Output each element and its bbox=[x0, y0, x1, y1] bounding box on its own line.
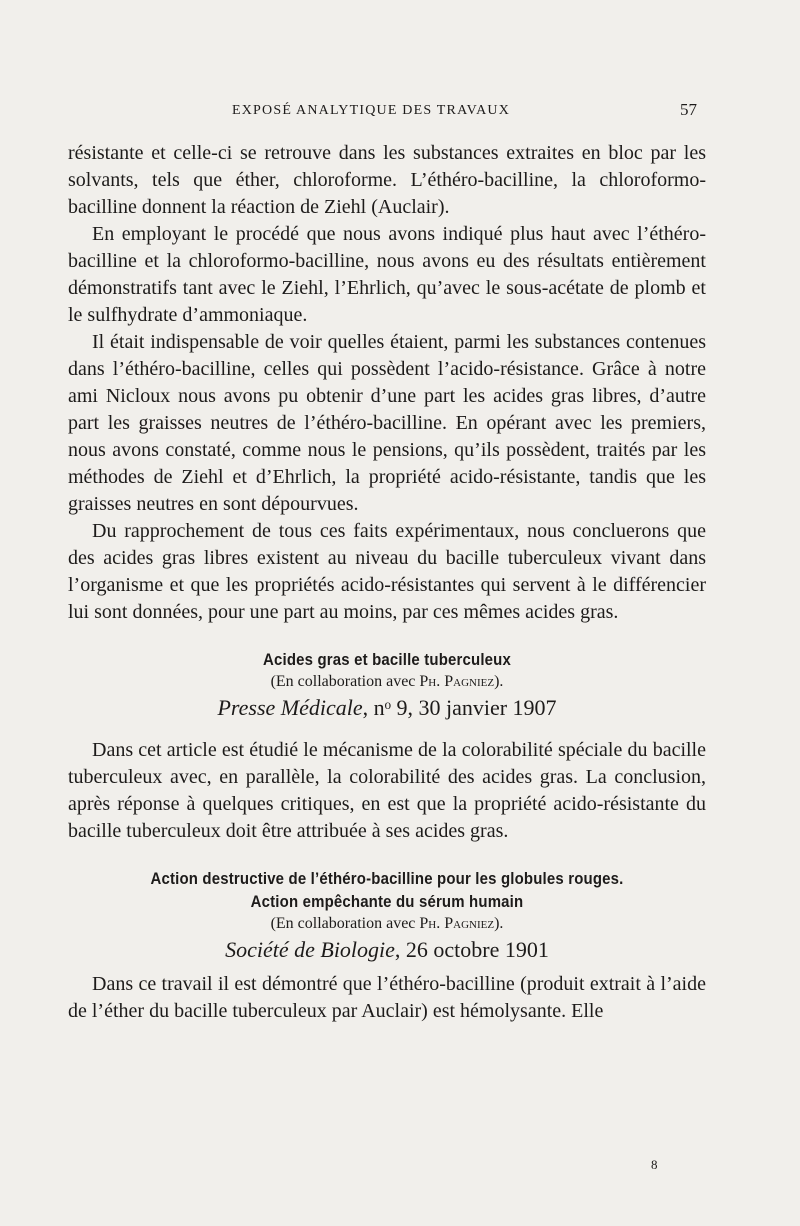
running-title: EXPOSÉ ANALYTIQUE DES TRAVAUX bbox=[232, 103, 511, 118]
paragraph: résistante et celle-ci se retrouve dans les substances extraites en bloc par les solvants, tels que éther, chloroforme. L’éthéro-bacilline, la chloroformo-bacilline donnent la réaction de Ziehl (Auclair). bbox=[68, 142, 706, 218]
journal-name: Presse Médicale bbox=[217, 695, 363, 720]
section-title: Acides gras et bacille tuberculeux bbox=[263, 650, 511, 669]
collab-suffix: ). bbox=[494, 673, 504, 690]
publication-reference bbox=[68, 693, 706, 723]
section-subtitle: Action empêchante du sérum humain bbox=[250, 892, 524, 911]
paragraph: Du rapprochement de tous ces faits expérimentaux, nous concluerons que des acides gras libres existent au niveau du bacille tuberculeux vivant dans l’organisme et que les propriétés acido-résistantes qui servent à le différencier lui sont données, pour une part au moins, par ces mêmes acides gras. bbox=[68, 520, 706, 623]
collaborator-name: Ph. Pagniez bbox=[419, 915, 495, 932]
body-text bbox=[68, 140, 706, 1025]
collaboration-note bbox=[68, 913, 706, 935]
running-head bbox=[0, 100, 800, 123]
issue-date: , nᵒ 9, 30 janvier 1907 bbox=[362, 695, 557, 720]
collaborator-name: Ph. Pagniez bbox=[419, 673, 495, 690]
collaboration-note bbox=[68, 671, 706, 693]
paragraph: Dans ce travail il est démontré que l’éthéro-bacilline (produit extrait à l’aide de l’éther du bacille tuberculeux par Auclair) est hémolysante. Elle bbox=[68, 973, 706, 1022]
issue-date: , 26 octobre 1901 bbox=[394, 937, 549, 962]
paragraph: En employant le procédé que nous avons indiqué plus haut avec l’éthéro-bacilline et la chloroformo-bacilline, nous avons eu des résultats entièrement démonstratifs tant avec le Ziehl, l’Ehrlich, qu’avec le sous-acétate de plomb et le sulfhydrate d’ammoniaque. bbox=[68, 223, 706, 326]
publication-reference bbox=[68, 935, 706, 965]
collab-prefix: (En collaboration avec bbox=[270, 673, 420, 690]
paragraph: Dans cet article est étudié le mécanisme de la colorabilité spéciale du bacille tuberculeux avec, en parallèle, la colorabilité des acides gras. La conclusion, après réponse à quelques critiques, en est que la propriété acido-résistante du bacille tuberculeux doit être attribuée à ses acides gras. bbox=[68, 739, 706, 842]
signature-mark: 8 bbox=[651, 1157, 658, 1172]
journal-name: Société de Biologie bbox=[225, 937, 395, 962]
paragraph: Il était indispensable de voir quelles étaient, parmi les substances contenues dans l’éthéro-bacilline, celles qui possèdent l’acido-résistance. Grâce à notre ami Nicloux nous avons pu obtenir d’une part les acides gras libres, d’autre part les graisses neutres de l’éthéro-bacilline. En opérant avec les premiers, nous avons constaté, comme nous le pensions, qu’ils possèdent, traités par les méthodes de Ziehl et d’Ehrlich, la propriété acido-résistante, tandis que les graisses neutres en sont dépourvues. bbox=[68, 331, 706, 515]
page-number: 57 bbox=[680, 100, 697, 119]
collab-suffix: ). bbox=[494, 915, 504, 932]
collab-prefix: (En collaboration avec bbox=[270, 915, 420, 932]
section-title: Action destructive de l’éthéro-bacilline pour les globules rouges. bbox=[150, 869, 624, 888]
